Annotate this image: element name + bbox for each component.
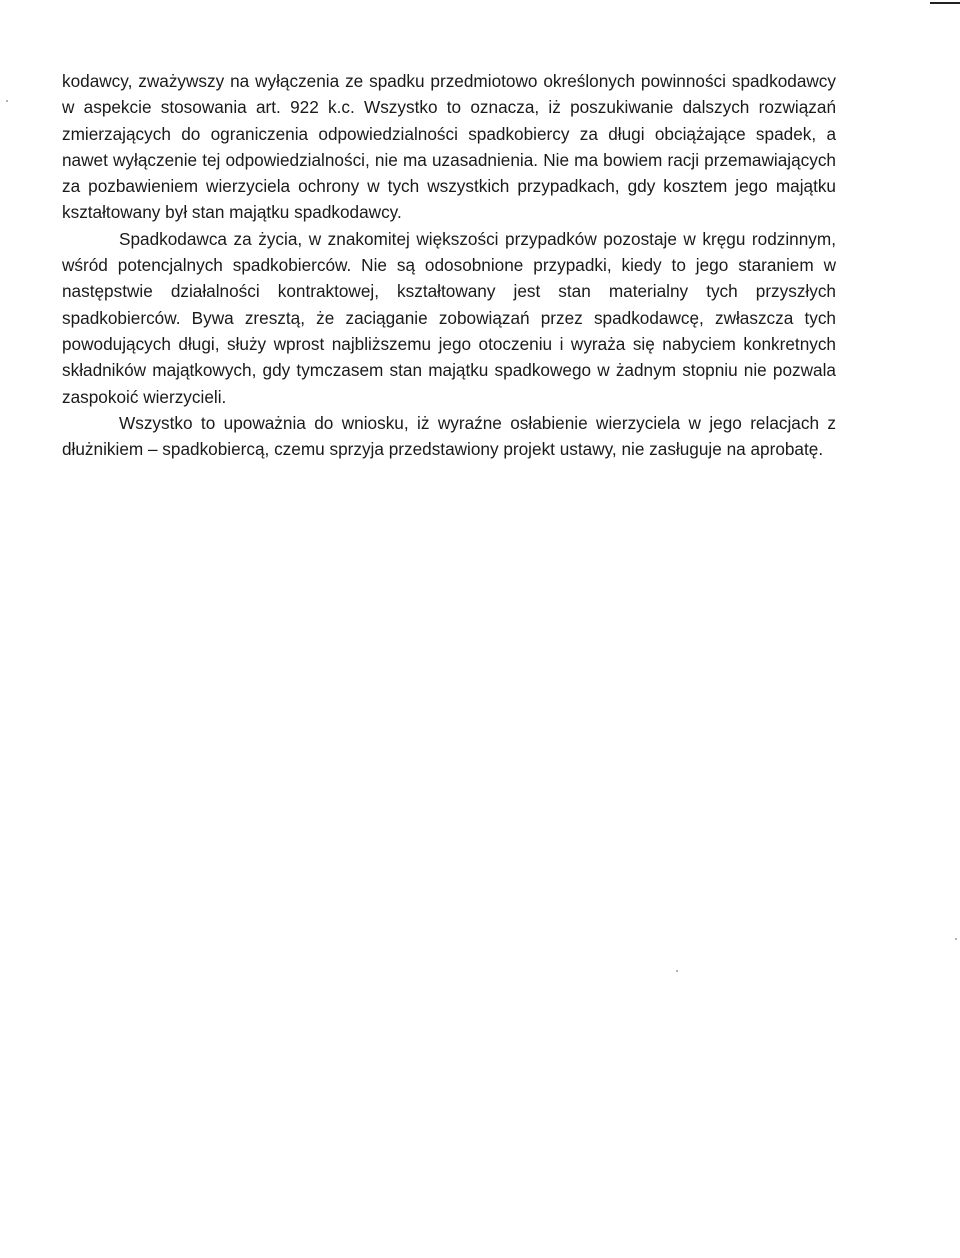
scan-artifact-mark [930, 2, 960, 4]
scan-speck [6, 100, 8, 102]
document-body [62, 68, 836, 462]
paragraph-2: Spadkodawca za życia, w znakomitej większości przypadków pozostaje w kręgu rodzinnym, wśród potencjalnych spadkobierców. Nie są odosobnione przypadki, kiedy to jego staraniem w następstwie działalności kontraktowej, kształtowany jest stan materialny tych przyszłych spadkobierców. Bywa zresztą, że zaciąganie zobowiązań przez spadkodawcę, zwłaszcza tych powodujących długi, służy wprost najbliższemu jego otoczeniu i wyraża się nabyciem konkretnych składników majątkowych, gdy tymczasem stan majątku spadkowego w żadnym stopniu nie pozwala zaspokoić wierzycieli. [62, 228, 836, 407]
scan-speck [955, 938, 957, 940]
paragraph-1: kodawcy, zważywszy na wyłączenia ze spadku przedmiotowo określonych powinności spadkodawcy w aspekcie stosowania art. 922 k.c. Wszystko to oznacza, iż poszukiwanie dalszych rozwiązań zmierzających do ograniczenia odpowiedzialności spadkobiercy za długi obciążające spadek, a nawet wyłączenie tej odpowiedzialności, nie ma uzasadnienia. Nie ma bowiem racji przemawiających za pozbawieniem wierzyciela ochrony w tych wszystkich przypadkach, gdy kosztem jego majątku kształtowany był stan majątku spadkodawcy. [62, 71, 836, 223]
scan-speck [676, 970, 678, 972]
paragraph-3: Wszystko to upoważnia do wniosku, iż wyraźne osłabienie wierzyciela w jego relacjach z dłużnikiem – spadkobiercą, czemu sprzyja przedstawiony projekt ustawy, nie zasługuje na aprobatę. [62, 412, 836, 460]
